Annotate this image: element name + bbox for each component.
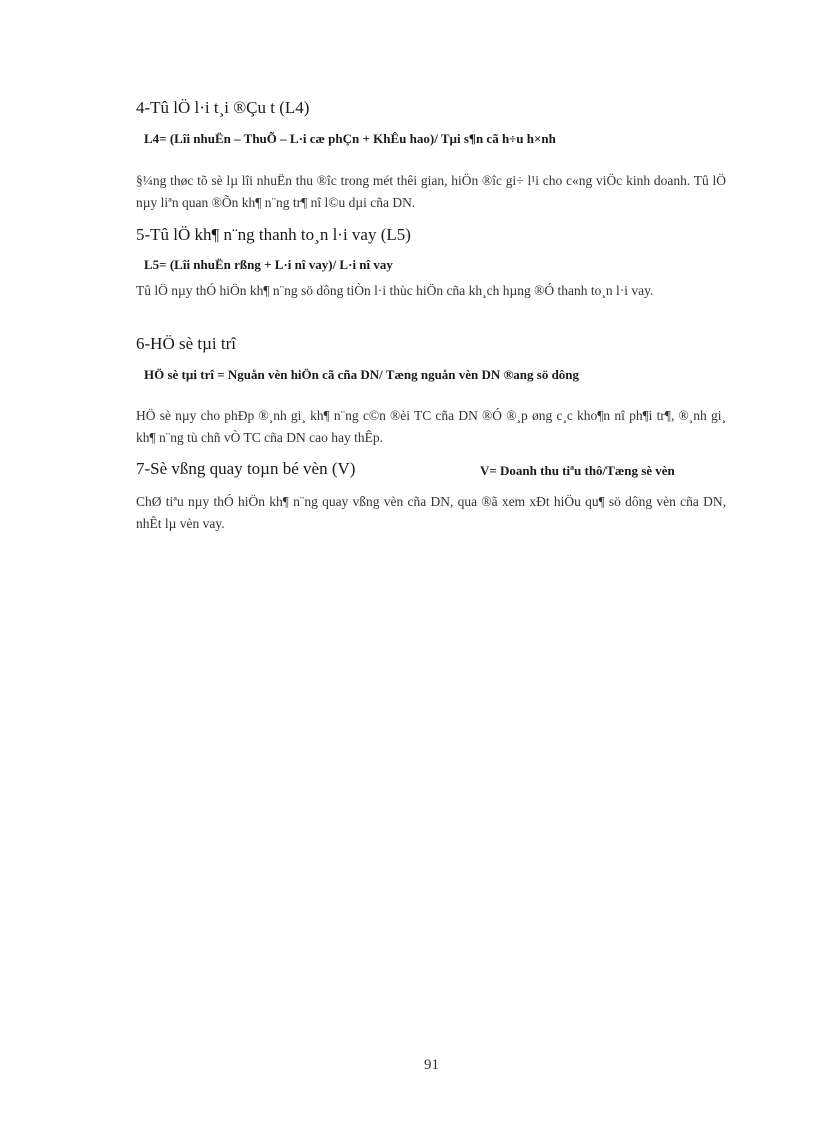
section-7-formula: V= Doanh thu tiªu thô/Tæng sè vèn [480, 463, 675, 478]
section-7-paragraph: ChØ tiªu nµy thÓ hiÖn kh¶ n¨ng quay vßng vèn cña DN, qua ®ã xem xÐt hiÖu qu¶ sö dông vèn cña DN, nhÊt lµ vèn vay. [136, 494, 726, 531]
section-4-heading: 4-Tû lÖ l·i t¸i ®Çu t (L4) [136, 98, 310, 117]
section-6-formula: HÖ sè tµi trî = Nguån vèn hiÖn cã cña DN/ Tæng nguån vèn DN ®ang sö dông [144, 367, 580, 382]
section-7-heading: 7-Sè vßng quay toµn bé vèn (V) [136, 459, 356, 478]
section-4-formula: L4= (Lîi nhuËn – ThuÕ – L·i cæ phÇn + KhÊu hao)/ Tµi s¶n cã h÷u h×nh [144, 131, 556, 146]
section-4-paragraph: §¼ng thøc tõ sè lµ lîi nhuËn thu ®îc trong mét thêi gian, hiÖn ®îc gi÷ l¹i cho c«ng viÖc kinh doanh. Tû lÖ nµy liªn quan ®Õn kh¶ n¨ng tr¶ nî l©u dµi cña DN. [136, 173, 726, 210]
section-5-heading: 5-Tû lÖ kh¶ n¨ng thanh to¸n l·i vay (L5) [136, 225, 411, 244]
page-number: 91 [424, 1057, 439, 1073]
section-6-heading: 6-HÖ sè tµi trî [136, 334, 236, 353]
section-5-formula: L5= (Lîi nhuËn rßng + L·i nî vay)/ L·i nî vay [144, 257, 393, 272]
section-6-paragraph: HÖ sè nµy cho phÐp ®¸nh gi¸ kh¶ n¨ng c©n ®èi TC cña DN ®Ó ®¸p øng c¸c kho¶n nî ph¶i tr¶, ®¸nh gi¸ kh¶ n¨ng tù chñ vÒ TC cña DN cao hay thÊp. [136, 408, 726, 445]
section-5-paragraph: Tû lÖ nµy thÓ hiÖn kh¶ n¨ng sö dông tiÒn l·i thùc hiÖn cña kh¸ch hµng ®Ó thanh to¸n l·i vay. [136, 283, 654, 298]
